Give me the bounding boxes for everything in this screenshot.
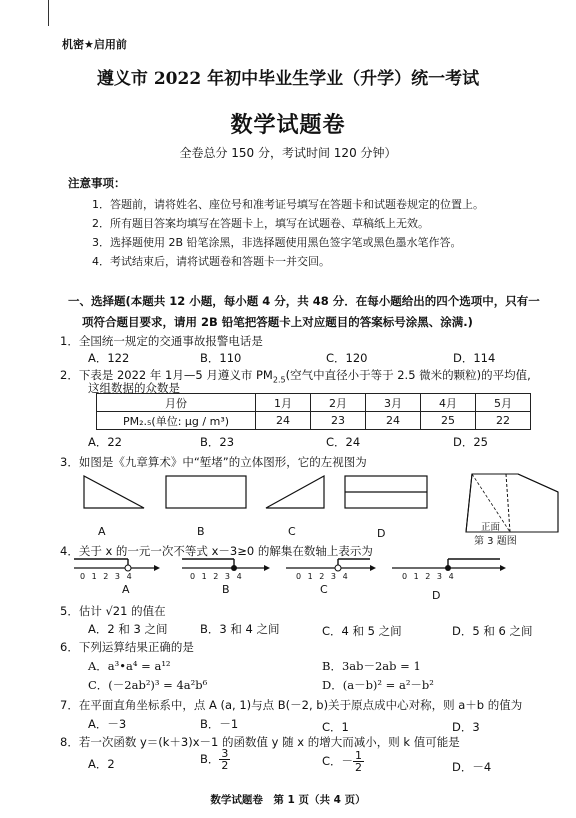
table-header-cell: 4月: [421, 394, 476, 412]
section-heading: 一、选择题(本题共 12 小题，每小题 4 分，共 48 分．在每小题给出的四个选项中，只有一: [68, 294, 540, 308]
table-row: [97, 412, 531, 430]
question-1-stem: 1．全国统一规定的交通事故报警电话是: [60, 334, 263, 348]
exam-info: 全卷总分 150 分，考试时间 120 分钟）: [179, 146, 397, 160]
table-header-cell: 月份: [97, 394, 256, 412]
q5-option-a: A．2 和 3 之间: [88, 622, 168, 636]
exam-title: 遵义市 2022 年初中毕业生学业（升学）统一考试: [96, 69, 480, 89]
question-7-stem: 7．在平面直角坐标系中，点 A (a, 1)与点 B(－2, b)关于原点成中心对称，则 a＋b 的值为: [60, 698, 523, 712]
q8-option-a: A．2: [88, 757, 115, 771]
q3-figure-caption: 第 3 题图: [474, 536, 517, 547]
table-header-row: [97, 394, 531, 412]
notes-title: 注意事项：: [68, 176, 126, 190]
q8-c-fraction: $\frac{1}{2}$: [355, 749, 363, 774]
question-8-stem: 8．若一次函数 y＝(k＋3)x－1 的函数值 y 随 x 的增大而减小，则 k 值可能是: [60, 735, 460, 749]
q3-figure-c: [266, 476, 324, 508]
q4-ticks-b: 0 1 2 3 4: [190, 572, 244, 581]
page-footer: 数学试题卷 第 1 页（共 4 页）: [210, 794, 366, 806]
q4-ticks-a: 0 1 2 3 4: [80, 572, 134, 581]
q2-option-b: B．23: [200, 435, 235, 449]
margin-line: [48, 0, 49, 26]
q2-stem-part1: 2．下表是 2022 年 1月—5 月遵义市 PM: [60, 368, 273, 382]
q4-line-d: [392, 559, 506, 571]
q2-subscript: 2.5: [272, 375, 286, 385]
q2-option-a: A．22: [88, 435, 123, 449]
note-item: 4．考试结束后，请将试题卷和答题卡一并交回。: [92, 255, 330, 268]
q4-label-b: B: [222, 583, 230, 596]
q1-option-d: D．114: [453, 351, 496, 365]
section-heading-cont: 项符合题目要求，请用 2B 铅笔把答题卡上对应题目的答案标号涂黑、涂满.): [82, 315, 473, 329]
q4-line-b: [182, 559, 270, 571]
secret-label: 机密★启用前: [62, 38, 127, 51]
q5-option-c: C．4 和 5 之间: [322, 624, 402, 638]
q3-solid-figure: [466, 474, 558, 532]
q8-option-c: C．－ $\frac{1}{2}$: [322, 749, 363, 774]
question-3-stem: 3．如图是《九章算术》中“堑堵”的立体图形，它的左视图为: [60, 455, 367, 469]
q7-option-d: D．3: [452, 720, 480, 734]
q4-label-a: A: [122, 583, 130, 596]
q4-line-c: [286, 559, 376, 571]
q6-option-a: A．a³•a⁴ = a¹²: [88, 659, 171, 673]
question-5-stem: 5．估计 √21 的值在: [60, 604, 166, 618]
q1-option-b: B．110: [200, 351, 242, 365]
q3-figure-b: [166, 476, 246, 508]
table-header-cell: 3月: [366, 394, 421, 412]
table-header-cell: 5月: [476, 394, 531, 412]
q6-option-c: C．(－2ab²)³ = 4a²b⁶: [88, 678, 208, 692]
q4-label-d: D: [432, 589, 441, 602]
q6-option-d: D．(a－b)² = a²－b²: [322, 678, 434, 692]
pm25-table: [96, 393, 531, 430]
q2-stem-part2: (空气中直径小于等于 2.5 微米的颗粒)的平均值,: [285, 368, 531, 382]
table-cell: 24: [256, 412, 311, 430]
q4-line-a: [74, 559, 160, 571]
q5-option-b: B．3 和 4 之间: [200, 622, 280, 636]
note-item: 1．答题前，请将姓名、座位号和准考证号填写在答题卡和试题卷规定的位置上。: [92, 198, 484, 211]
q7-option-a: A．－3: [88, 717, 127, 731]
note-item: 3．选择题使用 2B 铅笔涂黑，非选择题使用黑色签字笔或黑色墨水笔作答。: [92, 236, 462, 249]
q3-figure-a: [84, 476, 144, 508]
table-cell: 25: [421, 412, 476, 430]
question-6-stem: 6．下列运算结果正确的是: [60, 640, 194, 654]
q1-option-c: C．120: [326, 351, 368, 365]
q3-label-a: A: [98, 525, 106, 538]
q3-label-c: C: [288, 525, 296, 538]
q4-label-c: C: [320, 583, 328, 596]
q2-option-c: C．24: [326, 435, 361, 449]
q8-b-fraction: $\frac{3}{2}$: [221, 747, 229, 772]
q3-label-d: D: [377, 527, 386, 540]
q3-label-b: B: [197, 525, 205, 538]
table-row-label: PM₂.₅(单位: μg / m³): [97, 412, 256, 430]
q8-option-d: D．－4: [452, 760, 492, 774]
table-cell: 23: [311, 412, 366, 430]
exam-subtitle: 数学试题卷: [230, 113, 346, 138]
q4-ticks-d: 0 1 2 3 4: [402, 572, 456, 581]
table-cell: 22: [476, 412, 531, 430]
table-cell: 24: [366, 412, 421, 430]
q2-option-d: D．25: [453, 435, 488, 449]
q7-option-b: B．－1: [200, 717, 239, 731]
q3-front-label: 正面: [481, 522, 501, 533]
question-4-stem: 4．关于 x 的一元一次不等式 x－3≥0 的解集在数轴上表示为: [60, 544, 373, 558]
q7-option-c: C．1: [322, 720, 349, 734]
q3-figure-d: [345, 476, 427, 508]
table-header-cell: 2月: [311, 394, 366, 412]
note-item: 2．所有题目答案均填写在答题卡上，填写在试题卷、草稿纸上无效。: [92, 217, 429, 230]
q4-ticks-c: 0 1 2 3 4: [296, 572, 350, 581]
q1-option-a: A．122: [88, 351, 130, 365]
q2-stem-line2: 这组数据的众数是: [88, 381, 180, 395]
q5-option-d: D．5 和 6 之间: [452, 624, 533, 638]
q6-option-b: B．3ab－2ab = 1: [322, 659, 421, 673]
table-header-cell: 1月: [256, 394, 311, 412]
q8-option-b: B． $\frac{3}{2}$: [200, 747, 229, 772]
